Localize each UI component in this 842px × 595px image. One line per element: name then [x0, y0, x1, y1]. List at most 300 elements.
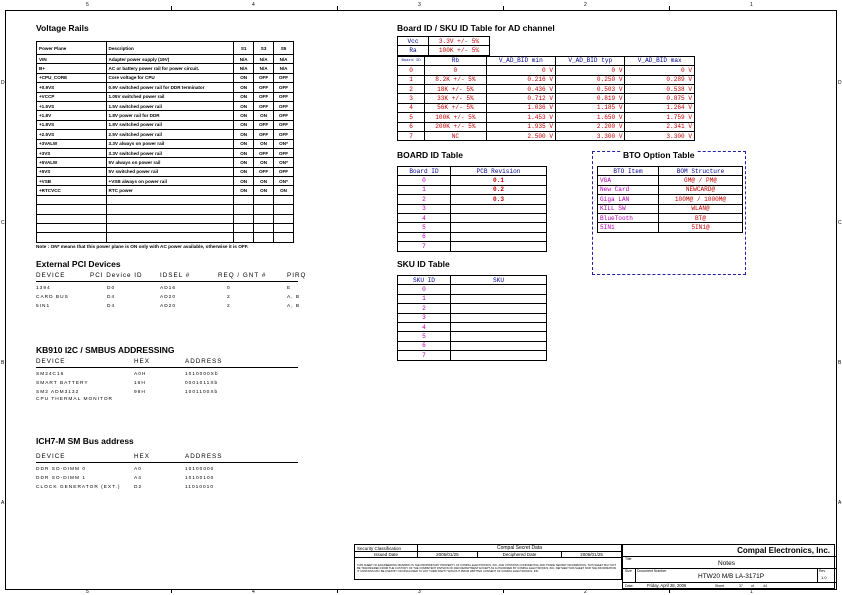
table-cell: VIN — [37, 55, 107, 64]
sku-id-cell: 1 — [398, 294, 451, 303]
table-row — [598, 223, 743, 232]
table-cell: ON — [234, 83, 254, 92]
confidential-notice: THIS SHEET OF ENGINEERING DRAWING IS THE PROPRIETARY PROPERTY OF COMPAL ELECTRONICS, INC. AND CONTAINS CONFIDENTIAL AND TRADE SECRET INFORMATION. THIS SHEET MAY NOT BE TRANSFERED FROM THE CUSTODY OF THE COMPETENT DIVISION OF R&D DEPARTMENT EXCEPT AS AUTHORIZED BY COMPAL ELECTRONICS, INC. NEITHER THIS SHEET NOR THE INFORMATION IT CONTAINS MAY BE USED BY OR DISCLOSED TO ANY THIRD PARTY WITHOUT PRIOR WRITTEN CONSENT OF COMPAL ELECTRONICS, INC. — [355, 558, 622, 580]
table-row — [398, 313, 547, 322]
column-header: DEVICE — [36, 358, 66, 365]
table-row — [398, 322, 547, 331]
deciphered-value: 2006/01/25 — [562, 552, 622, 558]
table-row — [37, 64, 294, 73]
table-cell: SM24C16 — [36, 372, 65, 377]
table-cell: N/A — [254, 64, 274, 73]
table-cell: RTC power — [106, 186, 234, 195]
board-sku-ad-title: Board ID / SKU ID Table for AD channel — [397, 23, 555, 33]
table-cell: OFF — [254, 83, 274, 92]
ra-value: 100K +/- 5% — [429, 46, 490, 55]
table-row — [398, 185, 547, 194]
table-row — [398, 294, 547, 303]
sku-id-table — [397, 275, 547, 361]
column-header: DEVICE — [36, 453, 66, 460]
table-cell: N/A — [274, 64, 294, 73]
table-cell: ON — [234, 92, 254, 101]
table-cell: OFF — [274, 148, 294, 157]
table-cell: B+ — [37, 64, 107, 73]
table-cell: 5V switched power rail — [106, 167, 234, 176]
table-cell: A, B — [287, 304, 301, 309]
table-cell: 3 — [398, 94, 425, 103]
table-row — [398, 304, 547, 313]
zone-number: 1 — [750, 589, 753, 595]
bom-structure-cell: GM@ / PM@ — [659, 176, 743, 185]
table-row — [37, 186, 294, 195]
board-sku-ad-table — [397, 36, 695, 141]
doc-number-value: HTW20 M/B LA-3171P — [698, 573, 765, 580]
title-value: Notes — [718, 560, 735, 567]
sku-cell — [451, 322, 547, 331]
table-cell: 5IN1 — [36, 304, 51, 309]
table-row — [398, 232, 547, 241]
table-cell: 18K +/- 5% — [425, 84, 486, 93]
table-cell: ON — [254, 139, 274, 148]
zone-number: 3 — [418, 589, 421, 595]
board-id-cell: 1 — [398, 185, 451, 194]
table-row — [398, 332, 547, 341]
table-cell: ON — [234, 158, 254, 167]
zone-number: 2 — [584, 2, 587, 8]
board-id-cell: 3 — [398, 204, 451, 213]
table-cell: 0.538 V — [625, 84, 695, 93]
board-id-cell: 7 — [398, 242, 451, 251]
table-cell: 0 V — [486, 66, 555, 75]
table-row — [37, 111, 294, 120]
table-row — [398, 122, 695, 131]
empty-cell — [234, 224, 254, 233]
table-cell: 2 — [398, 84, 425, 93]
empty-cell — [106, 205, 234, 214]
column-header: HEX — [134, 358, 150, 365]
zone-letter: C — [1, 220, 5, 226]
table-cell: ON — [234, 177, 254, 186]
table-cell: 1010000Xb — [185, 372, 219, 377]
table-row — [398, 213, 547, 222]
empty-cell — [37, 205, 107, 214]
table-cell: ON — [234, 139, 254, 148]
table-cell: 6 — [398, 122, 425, 131]
table-cell: 1001100Xb — [185, 390, 219, 395]
column-header: S3 — [254, 42, 274, 55]
empty-cell — [37, 214, 107, 223]
sku-id-cell: 6 — [398, 341, 451, 350]
table-row — [398, 94, 695, 103]
sku-id-title: SKU ID Table — [397, 259, 450, 269]
table-cell: 0 — [425, 66, 486, 75]
table-cell: 10100000 — [185, 467, 215, 472]
company-block — [622, 544, 835, 589]
empty-cell — [274, 195, 294, 204]
table-cell: DDR SO-DIMM 1 — [36, 476, 87, 481]
table-cell: 3.300 V — [556, 131, 625, 140]
table-cell: 2.341 V — [625, 122, 695, 131]
bom-structure-cell: 100M@ / 1000M@ — [659, 195, 743, 204]
column-header: ADDRESS — [185, 358, 223, 365]
table-cell: 1.759 V — [625, 113, 695, 122]
table-cell: +1.8VS — [37, 120, 107, 129]
zone-number: 4 — [252, 2, 255, 8]
table-row — [398, 195, 547, 204]
table-cell: +CPU_CORE — [37, 73, 107, 82]
empty-cell — [254, 205, 274, 214]
pcb-revision-cell: 0.1 — [451, 176, 547, 185]
empty-cell — [274, 233, 294, 242]
column-header: S5 — [274, 42, 294, 55]
table-cell: 0 — [398, 66, 425, 75]
bom-structure-cell: 5IN1@ — [659, 223, 743, 232]
table-cell: OFF — [254, 73, 274, 82]
column-header: DEVICE — [36, 272, 66, 279]
sku-id-cell: 2 — [398, 304, 451, 313]
table-cell: ON — [254, 177, 274, 186]
bom-structure-cell: NEWCARD@ — [659, 185, 743, 194]
of-label: of — [751, 583, 754, 588]
table-cell: ON — [254, 186, 274, 195]
table-cell: CARD BUS — [36, 295, 69, 300]
table-cell: SM2 ADM3132 — [36, 390, 80, 395]
empty-cell — [254, 214, 274, 223]
empty-cell — [234, 233, 254, 242]
table-cell: 0.436 V — [486, 84, 555, 93]
table-cell: 100K +/- 5% — [425, 113, 486, 122]
empty-cell — [274, 224, 294, 233]
date-label: Date: — [625, 583, 634, 588]
empty-cell — [274, 214, 294, 223]
table-cell: +VCCP — [37, 92, 107, 101]
table-cell: 33K +/- 5% — [425, 94, 486, 103]
table-cell: Adapter power supply (19V) — [106, 55, 234, 64]
zone-letter: B — [838, 360, 842, 366]
table-cell: ON — [254, 158, 274, 167]
notice-row — [355, 558, 622, 580]
sku-cell — [451, 313, 547, 322]
table-cell: AD16 — [160, 286, 176, 291]
empty-row — [37, 224, 294, 233]
title-label: Title — [625, 557, 632, 561]
table-cell: +2.5VS — [37, 130, 107, 139]
bto-table — [597, 166, 743, 233]
board-id-table — [397, 166, 547, 252]
board-id-cell: 0 — [398, 176, 451, 185]
table-cell: 0 V — [625, 66, 695, 75]
zone-letter: D — [838, 80, 842, 86]
column-header: Board ID — [398, 56, 425, 65]
table-cell: 1 — [398, 75, 425, 84]
empty-cell — [106, 214, 234, 223]
bto-item-cell: VGA — [598, 176, 659, 185]
column-header: PIRQ — [287, 272, 307, 279]
sku-id-cell: 0 — [398, 285, 451, 294]
kb910-extra-line: CPU THERMAL MONITOR — [36, 397, 114, 402]
zone-number: 3 — [418, 2, 421, 8]
bom-structure-cell: WLAN@ — [659, 204, 743, 213]
table-cell: ON — [234, 101, 254, 110]
table-row — [37, 148, 294, 157]
table-cell: 0.216 V — [486, 75, 555, 84]
empty-row — [37, 195, 294, 204]
table-cell: +5VALW — [37, 158, 107, 167]
table-cell: +1.8V — [37, 111, 107, 120]
company-name: Compal Electronics, Inc. — [737, 546, 830, 555]
sku-id-cell: 5 — [398, 332, 451, 341]
empty-cell — [106, 195, 234, 204]
sku-cell — [451, 341, 547, 350]
sku-id-cell: 7 — [398, 351, 451, 360]
table-row — [598, 204, 743, 213]
table-cell: 3.3V always on power rail — [106, 139, 234, 148]
table-cell: +3VS — [37, 148, 107, 157]
rev-label: Rev — [819, 569, 826, 573]
empty-cell — [37, 224, 107, 233]
empty-cell — [254, 224, 274, 233]
empty-cell — [234, 214, 254, 223]
table-cell: OFF — [254, 130, 274, 139]
table-cell: AC or battery power rail for power circuit. — [106, 64, 234, 73]
board-id-cell: 5 — [398, 223, 451, 232]
table-cell: A0H — [134, 372, 147, 377]
table-header-row — [398, 167, 547, 176]
table-cell: ON — [254, 111, 274, 120]
security-value: Compal Secret Data — [418, 545, 622, 552]
table-cell: +1.5VS — [37, 101, 107, 110]
table-cell: OFF — [274, 92, 294, 101]
table-row — [398, 351, 547, 360]
zone-number: 4 — [252, 589, 255, 595]
zone-number: 5 — [86, 2, 89, 8]
table-cell: DDR SO-DIMM 0 — [36, 467, 87, 472]
table-cell: D4 — [107, 304, 116, 309]
bto-item-cell: KILL SW — [598, 204, 659, 213]
pcb-revision-cell: 0.2 — [451, 185, 547, 194]
table-cell: 0 V — [556, 66, 625, 75]
table-cell: ON* — [274, 158, 294, 167]
table-row — [37, 177, 294, 186]
table-cell: 1.036 V — [486, 103, 555, 112]
table-cell: N/A — [234, 64, 254, 73]
table-cell: 0.289 V — [625, 75, 695, 84]
column-header: ADDRESS — [185, 453, 223, 460]
table-cell: 0.819 V — [556, 94, 625, 103]
column-header: BTO Item — [598, 167, 659, 176]
voltage-note: Note : ON* means that this power plane is ON only with AC power available, otherwise it is OFF. — [36, 244, 249, 249]
board-id-cell: 6 — [398, 232, 451, 241]
table-cell: 0.250 V — [556, 75, 625, 84]
column-header: PCB Revision — [451, 167, 547, 176]
table-row — [398, 176, 547, 185]
table-header-row — [398, 276, 547, 285]
table-cell: ON — [234, 130, 254, 139]
column-header: V_AD_BID typ — [556, 56, 625, 65]
table-cell: 1.264 V — [625, 103, 695, 112]
table-cell: 3.3V switched power rail — [106, 148, 234, 157]
table-cell: D2 — [134, 485, 143, 490]
table-cell: 3.300 V — [625, 131, 695, 140]
bto-item-cell: BlueTooth — [598, 213, 659, 222]
ra-row — [398, 46, 490, 55]
zone-letter: A — [1, 500, 5, 506]
table-cell: ON — [234, 148, 254, 157]
table-cell: 1.453 V — [486, 113, 555, 122]
pcb-revision-cell — [451, 242, 547, 251]
sku-cell — [451, 285, 547, 294]
zone-number: 2 — [584, 589, 587, 595]
date-value: Friday, April 28, 2006 — [647, 583, 687, 588]
table-cell: +0.9VS — [37, 83, 107, 92]
table-row — [37, 130, 294, 139]
table-cell: 0.712 V — [486, 94, 555, 103]
empty-cell — [274, 205, 294, 214]
table-row — [37, 55, 294, 64]
pci-devices-title: External PCI Devices — [36, 259, 121, 269]
table-cell: A, B — [287, 295, 301, 300]
vcc-value: 3.3V +/- 5% — [429, 37, 490, 46]
column-header: V_AD_BID max — [625, 56, 695, 65]
table-cell: 4 — [398, 103, 425, 112]
table-cell: 1.05V switched power rail — [106, 92, 234, 101]
rev-value: 1.0 — [821, 575, 827, 580]
table-row — [398, 75, 695, 84]
table-cell: 7 — [398, 131, 425, 140]
sku-id-cell: 3 — [398, 313, 451, 322]
table-row — [37, 101, 294, 110]
table-cell: OFF — [254, 92, 274, 101]
table-cell: NC — [425, 131, 486, 140]
pcb-revision-cell — [451, 232, 547, 241]
table-row — [398, 131, 695, 140]
bto-title: BTO Option Table — [623, 150, 695, 160]
table-cell: ON — [234, 111, 254, 120]
table-cell: OFF — [254, 120, 274, 129]
empty-row — [37, 205, 294, 214]
table-cell: 1.935 V — [486, 122, 555, 131]
table-cell: 1.8V power rail for DDR — [106, 111, 234, 120]
table-cell: AD20 — [160, 295, 176, 300]
table-cell: 0.9V switched power rail for DDR terminator — [106, 83, 234, 92]
table-cell: OFF — [274, 101, 294, 110]
table-cell: OFF — [274, 73, 294, 82]
ich7-title: ICH7-M SM Bus address — [36, 436, 134, 446]
table-cell: ON* — [274, 177, 294, 186]
table-header-row — [398, 56, 695, 65]
empty-row — [37, 233, 294, 242]
table-header-row — [37, 42, 294, 55]
pcb-revision-cell — [451, 223, 547, 232]
table-cell: D0 — [107, 286, 116, 291]
table-row — [37, 139, 294, 148]
table-cell: 2.200 V — [556, 122, 625, 131]
table-cell: CLOCK GENERATOR (EXT.) — [36, 485, 121, 490]
table-cell: N/A — [234, 55, 254, 64]
issued-value: 2005/01/25 — [418, 552, 478, 558]
voltage-rails-table — [36, 41, 294, 243]
table-cell: 200K +/- 5% — [425, 122, 486, 131]
column-header: V_AD_BID min — [486, 56, 555, 65]
title-block — [354, 544, 836, 589]
table-cell: 0.875 V — [625, 94, 695, 103]
empty-cell — [254, 195, 274, 204]
table-cell: ON — [234, 120, 254, 129]
sku-id-cell: 4 — [398, 322, 451, 331]
issued-label: Issued Date — [355, 552, 418, 558]
table-row — [398, 204, 547, 213]
table-cell: OFF — [274, 120, 294, 129]
table-cell: 0001011Xb — [185, 381, 219, 386]
table-row — [398, 66, 695, 75]
table-row — [37, 120, 294, 129]
board-id-title: BOARD ID Table — [397, 150, 463, 160]
table-cell: 11010010 — [185, 485, 214, 490]
table-cell: +VSB — [37, 177, 107, 186]
table-cell: E — [287, 286, 292, 291]
table-cell: 1.185 V — [556, 103, 625, 112]
table-cell: 2.5V switched power rail — [106, 130, 234, 139]
pcb-revision-cell — [451, 204, 547, 213]
table-cell: 10100100 — [185, 476, 215, 481]
zone-number: 1 — [750, 2, 753, 8]
empty-cell — [106, 233, 234, 242]
table-row — [398, 242, 547, 251]
zone-letter: C — [838, 220, 842, 226]
table-cell: 1.8V switched power rail — [106, 120, 234, 129]
pcb-revision-cell: 0.3 — [451, 195, 547, 204]
bto-item-cell: Giga LAN — [598, 195, 659, 204]
table-row — [37, 73, 294, 82]
table-row — [398, 341, 547, 350]
table-row — [398, 113, 695, 122]
table-cell: OFF — [274, 130, 294, 139]
table-cell: 1.650 V — [556, 113, 625, 122]
sheet-label: Sheet — [715, 583, 725, 588]
of-value: 44 — [763, 583, 767, 588]
table-cell: AD20 — [160, 304, 176, 309]
size-label: Size — [625, 569, 632, 573]
table-row — [37, 83, 294, 92]
sku-cell — [451, 304, 547, 313]
table-cell: 1.5V switched power rail — [106, 101, 234, 110]
table-cell: 1394 — [36, 286, 51, 291]
table-cell: OFF — [254, 167, 274, 176]
vcc-label: Vcc — [398, 37, 429, 46]
sku-cell — [451, 294, 547, 303]
table-row — [598, 213, 743, 222]
table-cell: 8.2K +/- 5% — [425, 75, 486, 84]
table-cell: 16H — [134, 381, 146, 386]
voltage-rails-title: Voltage Rails — [36, 23, 89, 33]
table-cell: OFF — [274, 83, 294, 92]
table-cell: D4 — [107, 295, 116, 300]
table-cell: OFF — [274, 111, 294, 120]
deciphered-label: Deciphered Date — [477, 552, 561, 558]
doc-number-label: Document Number — [637, 569, 667, 573]
table-cell: ON — [234, 167, 254, 176]
vcc-row — [398, 37, 490, 46]
table-cell: 5V always on power rail — [106, 158, 234, 167]
column-header: IDSEL # — [160, 272, 191, 279]
table-cell: A4 — [134, 476, 142, 481]
empty-cell — [37, 195, 107, 204]
empty-row — [37, 214, 294, 223]
table-cell: A0 — [134, 467, 142, 472]
column-header: Board ID — [398, 167, 451, 176]
pcb-revision-cell — [451, 213, 547, 222]
table-row — [398, 84, 695, 93]
column-header: SKU — [451, 276, 547, 285]
